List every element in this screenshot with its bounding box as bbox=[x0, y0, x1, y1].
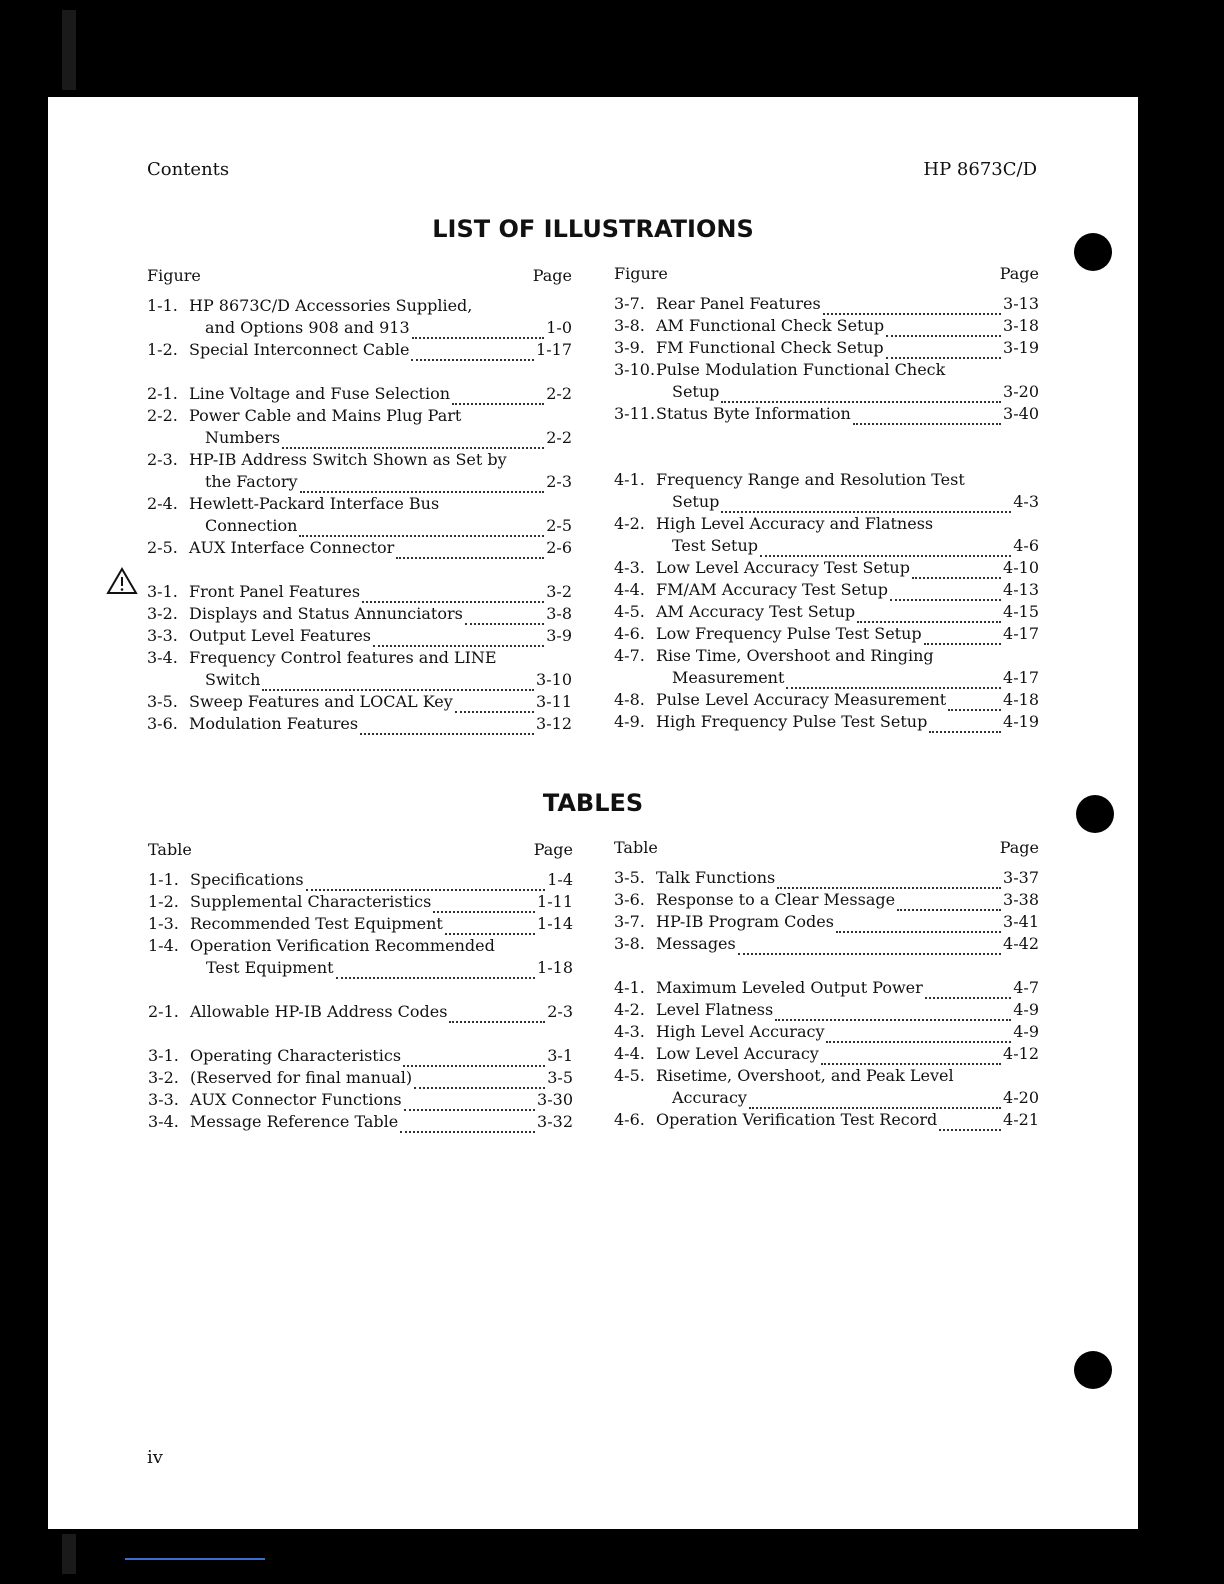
toc-entry-page: 4-18 bbox=[1003, 690, 1039, 709]
toc-entry-number: 4-2. bbox=[614, 514, 645, 533]
toc-entry[interactable] bbox=[147, 647, 572, 669]
toc-entry-number: 3-4. bbox=[147, 648, 178, 667]
toc-entry-number: 3-8. bbox=[614, 316, 645, 335]
toc-entry-leader bbox=[836, 916, 1001, 933]
toc-entry-title: Special Interconnect Cable bbox=[189, 340, 410, 359]
illustrations-title: LIST OF ILLUSTRATIONS bbox=[432, 215, 754, 243]
scan-edge-mark-top bbox=[62, 10, 76, 90]
toc-entry-leader bbox=[452, 388, 544, 405]
toc-entry-title: Operation Verification Recommended bbox=[190, 936, 495, 955]
toc-entry-number: 1-1. bbox=[147, 296, 178, 315]
toc-entry-page: 1-17 bbox=[536, 340, 572, 359]
toc-entry-leader bbox=[411, 344, 534, 361]
binder-hole-middle bbox=[1076, 795, 1114, 833]
toc-entry-leader bbox=[857, 606, 1001, 623]
toc-entry-leader bbox=[760, 540, 1011, 557]
toc-entry-leader bbox=[445, 918, 535, 935]
toc-entry[interactable] bbox=[148, 957, 573, 979]
column-header-page: Page bbox=[532, 266, 572, 285]
header-model-label: HP 8673C/D bbox=[923, 159, 1037, 180]
toc-entry-title: Message Reference Table bbox=[190, 1112, 399, 1131]
column-header-item: Figure bbox=[147, 266, 201, 285]
toc-entry[interactable] bbox=[148, 891, 573, 913]
toc-entry-page: 3-9 bbox=[546, 626, 572, 645]
toc-entry-number: 3-8. bbox=[614, 934, 645, 953]
toc-entry-leader bbox=[404, 1094, 535, 1111]
toc-entry[interactable] bbox=[614, 933, 1039, 955]
toc-entry-title: HP 8673C/D Accessories Supplied, bbox=[189, 296, 473, 315]
toc-entry-title: (Reserved for final manual) bbox=[190, 1068, 413, 1087]
toc-entry-page: 3-12 bbox=[536, 714, 572, 733]
toc-entry-leader bbox=[777, 872, 1001, 889]
toc-entry-leader bbox=[948, 694, 1001, 711]
toc-entry-page: 3-20 bbox=[1003, 382, 1039, 401]
toc-entry-leader bbox=[886, 320, 1001, 337]
toc-entry[interactable] bbox=[614, 977, 1039, 999]
column-header bbox=[614, 837, 1039, 867]
toc-entry-title: Low Level Accuracy Test Setup bbox=[656, 558, 910, 577]
toc-entry-number: 3-6. bbox=[147, 714, 178, 733]
toc-entry-title: Numbers bbox=[205, 428, 281, 447]
toc-entry-title: Specifications bbox=[190, 870, 304, 889]
toc-entry-page: 4-10 bbox=[1003, 558, 1039, 577]
toc-entry-page: 4-13 bbox=[1003, 580, 1039, 599]
toc-entry-title: Frequency Control features and LINE bbox=[189, 648, 497, 667]
toc-entry-page: 3-30 bbox=[537, 1090, 573, 1109]
toc-entry-number: 4-7. bbox=[614, 646, 645, 665]
toc-entry[interactable] bbox=[614, 867, 1039, 889]
toc-entry[interactable] bbox=[614, 491, 1039, 513]
toc-entry-leader bbox=[400, 1116, 535, 1133]
toc-entry-leader bbox=[929, 716, 1001, 733]
toc-entry-title: Level Flatness bbox=[656, 1000, 774, 1019]
toc-entry[interactable] bbox=[147, 339, 572, 361]
toc-entry-title: AM Accuracy Test Setup bbox=[656, 602, 856, 621]
toc-entry-title: Setup bbox=[672, 492, 720, 511]
toc-entry[interactable] bbox=[148, 1045, 573, 1067]
toc-entry-leader bbox=[821, 1048, 1001, 1065]
toc-entry-number: 2-1. bbox=[147, 384, 178, 403]
toc-entry-title: Power Cable and Mains Plug Part bbox=[189, 406, 462, 425]
toc-entry[interactable] bbox=[614, 1109, 1039, 1131]
toc-entry-title: Response to a Clear Message bbox=[656, 890, 896, 909]
toc-entry-title: AUX Interface Connector bbox=[189, 538, 395, 557]
toc-entry[interactable] bbox=[614, 1021, 1039, 1043]
toc-entry-leader bbox=[455, 696, 534, 713]
toc-entry-title: Messages bbox=[656, 934, 736, 953]
toc-entry-leader bbox=[449, 1006, 545, 1023]
toc-entry-leader bbox=[412, 322, 545, 339]
toc-entry-title: Measurement bbox=[672, 668, 785, 687]
toc-entry-leader bbox=[749, 1092, 1001, 1109]
toc-entry-number: 4-1. bbox=[614, 470, 645, 489]
toc-entry[interactable] bbox=[614, 689, 1039, 711]
toc-entry-number: 4-4. bbox=[614, 1044, 645, 1063]
toc-entry-title: Low Level Accuracy bbox=[656, 1044, 819, 1063]
toc-entry[interactable] bbox=[147, 625, 572, 647]
toc-entry-number: 4-4. bbox=[614, 580, 645, 599]
toc-entry-number: 3-5. bbox=[614, 868, 645, 887]
toc-entry[interactable] bbox=[614, 315, 1039, 337]
toc-entry[interactable] bbox=[148, 1111, 573, 1133]
toc-entry[interactable] bbox=[148, 1067, 573, 1089]
toc-entry[interactable] bbox=[614, 999, 1039, 1021]
toc-entry-page: 4-9 bbox=[1013, 1022, 1039, 1041]
toc-entry-leader bbox=[823, 298, 1001, 315]
toc-entry-title: Pulse Level Accuracy Measurement bbox=[656, 690, 947, 709]
toc-entry[interactable] bbox=[147, 515, 572, 537]
toc-entry-leader bbox=[306, 874, 546, 891]
toc-entry-number: 4-3. bbox=[614, 1022, 645, 1041]
toc-entry[interactable] bbox=[147, 713, 572, 735]
toc-entry-leader bbox=[373, 630, 544, 647]
toc-entry-number: 4-5. bbox=[614, 602, 645, 621]
toc-entry-page: 3-38 bbox=[1003, 890, 1039, 909]
toc-entry-leader bbox=[925, 982, 1011, 999]
toc-entry-title: Hewlett-Packard Interface Bus bbox=[189, 494, 440, 513]
toc-entry-number: 3-10. bbox=[614, 360, 656, 379]
toc-entry-number: 4-1. bbox=[614, 978, 645, 997]
toc-entry-leader bbox=[433, 896, 535, 913]
scan-blue-line bbox=[125, 1558, 265, 1560]
toc-entry[interactable] bbox=[614, 911, 1039, 933]
toc-entry-number: 3-2. bbox=[147, 604, 178, 623]
toc-entry-number: 1-3. bbox=[148, 914, 179, 933]
toc-entry-page: 3-40 bbox=[1003, 404, 1039, 423]
toc-entry-title: Supplemental Characteristics bbox=[190, 892, 432, 911]
toc-entry[interactable] bbox=[147, 471, 572, 493]
toc-entry-leader bbox=[786, 672, 1001, 689]
toc-entry[interactable] bbox=[614, 1065, 1039, 1087]
toc-entry-title: Connection bbox=[205, 516, 298, 535]
column-header-page: Page bbox=[999, 264, 1039, 283]
row-gap bbox=[614, 425, 1039, 447]
toc-entry-number: 1-1. bbox=[148, 870, 179, 889]
toc-entry-page: 4-9 bbox=[1013, 1000, 1039, 1019]
toc-entry-number: 3-3. bbox=[148, 1090, 179, 1109]
toc-entry-title: Line Voltage and Fuse Selection bbox=[189, 384, 451, 403]
toc-entry-title: Front Panel Features bbox=[189, 582, 361, 601]
toc-entry[interactable] bbox=[147, 669, 572, 691]
scan-edge-mark-bottom bbox=[62, 1534, 76, 1574]
toc-entry[interactable] bbox=[148, 913, 573, 935]
toc-entry[interactable] bbox=[147, 581, 572, 603]
toc-entry-page: 2-5 bbox=[546, 516, 572, 535]
column-header bbox=[148, 839, 573, 869]
toc-entry-page: 3-2 bbox=[546, 582, 572, 601]
toc-entry-leader bbox=[890, 584, 1001, 601]
column-header-item: Table bbox=[148, 840, 192, 859]
toc-entry-page: 3-11 bbox=[536, 692, 572, 711]
toc-entry[interactable] bbox=[148, 1001, 573, 1023]
toc-entry-number: 1-2. bbox=[148, 892, 179, 911]
toc-entry-page: 1-4 bbox=[547, 870, 573, 889]
toc-entry-number: 3-5. bbox=[147, 692, 178, 711]
toc-entry-number: 4-5. bbox=[614, 1066, 645, 1085]
toc-entry-title: Rise Time, Overshoot and Ringing bbox=[656, 646, 934, 665]
toc-entry-number: 4-6. bbox=[614, 1110, 645, 1129]
toc-entry-title: Recommended Test Equipment bbox=[190, 914, 443, 933]
toc-entry-leader bbox=[775, 1004, 1011, 1021]
illustrations-right-column bbox=[614, 263, 1039, 733]
toc-entry-leader bbox=[414, 1072, 545, 1089]
row-gap bbox=[614, 955, 1039, 977]
toc-entry[interactable] bbox=[614, 403, 1039, 425]
toc-entry-page: 4-19 bbox=[1003, 712, 1039, 731]
toc-entry-page: 3-10 bbox=[536, 670, 572, 689]
document-page bbox=[48, 97, 1138, 1529]
toc-entry-number: 4-9. bbox=[614, 712, 645, 731]
toc-entry-page: 3-19 bbox=[1003, 338, 1039, 357]
toc-entry[interactable] bbox=[614, 601, 1039, 623]
toc-entry-page: 3-37 bbox=[1003, 868, 1039, 887]
toc-entry-title: Switch bbox=[205, 670, 261, 689]
toc-entry[interactable] bbox=[148, 935, 573, 957]
toc-entry-page: 4-12 bbox=[1003, 1044, 1039, 1063]
toc-entry-number: 3-6. bbox=[614, 890, 645, 909]
toc-entry[interactable] bbox=[614, 1087, 1039, 1109]
toc-entry-title: Rear Panel Features bbox=[656, 294, 821, 313]
toc-entry[interactable] bbox=[147, 537, 572, 559]
toc-entry-title: Low Frequency Pulse Test Setup bbox=[656, 624, 922, 643]
toc-entry-number: 2-2. bbox=[147, 406, 178, 425]
toc-entry-number: 3-2. bbox=[148, 1068, 179, 1087]
toc-entry[interactable] bbox=[614, 579, 1039, 601]
toc-entry-leader bbox=[897, 894, 1001, 911]
toc-entry-title: High Level Accuracy and Flatness bbox=[656, 514, 934, 533]
toc-entry-title: Displays and Status Annunciators bbox=[189, 604, 463, 623]
toc-entry-title: and Options 908 and 913 bbox=[205, 318, 410, 337]
toc-entry-page: 3-32 bbox=[537, 1112, 573, 1131]
toc-entry-title: Setup bbox=[672, 382, 720, 401]
column-header bbox=[147, 265, 572, 295]
toc-entry[interactable] bbox=[614, 293, 1039, 315]
toc-entry-page: 3-5 bbox=[547, 1068, 573, 1087]
toc-entry-title: HP-IB Program Codes bbox=[656, 912, 834, 931]
toc-entry-leader bbox=[336, 962, 535, 979]
toc-entry-title: Status Byte Information bbox=[656, 404, 851, 423]
row-gap bbox=[147, 559, 572, 581]
toc-entry-title: AUX Connector Functions bbox=[190, 1090, 402, 1109]
toc-entry[interactable] bbox=[148, 869, 573, 891]
toc-entry-number: 3-9. bbox=[614, 338, 645, 357]
column-header-page: Page bbox=[533, 840, 573, 859]
toc-entry-leader bbox=[262, 674, 534, 691]
page-number: iv bbox=[147, 1447, 163, 1468]
toc-entry-page: 3-8 bbox=[546, 604, 572, 623]
toc-entry-leader bbox=[738, 938, 1001, 955]
toc-entry-number: 1-4. bbox=[148, 936, 179, 955]
toc-entry-title: AM Functional Check Setup bbox=[656, 316, 885, 335]
toc-entry[interactable] bbox=[614, 535, 1039, 557]
toc-entry-number: 4-2. bbox=[614, 1000, 645, 1019]
toc-entry-page: 2-2 bbox=[546, 384, 572, 403]
toc-entry-title: Operating Characteristics bbox=[190, 1046, 402, 1065]
toc-entry-page: 4-42 bbox=[1003, 934, 1039, 953]
toc-entry-number: 2-5. bbox=[147, 538, 178, 557]
toc-entry-number: 4-8. bbox=[614, 690, 645, 709]
toc-entry-page: 1-18 bbox=[537, 958, 573, 977]
toc-entry-title: Sweep Features and LOCAL Key bbox=[189, 692, 453, 711]
row-gap bbox=[147, 361, 572, 383]
toc-entry[interactable] bbox=[147, 317, 572, 339]
toc-entry-title: Pulse Modulation Functional Check bbox=[656, 360, 946, 379]
toc-entry-leader bbox=[912, 562, 1001, 579]
row-gap bbox=[148, 1023, 573, 1045]
toc-entry-leader bbox=[924, 628, 1001, 645]
toc-entry-number: 2-1. bbox=[148, 1002, 179, 1021]
toc-entry-title: Operation Verification Test Record bbox=[656, 1110, 938, 1129]
toc-entry-title: Risetime, Overshoot, and Peak Level bbox=[656, 1066, 954, 1085]
toc-entry[interactable] bbox=[614, 513, 1039, 535]
toc-entry-leader bbox=[826, 1026, 1011, 1043]
toc-entry-page: 4-17 bbox=[1003, 668, 1039, 687]
column-header-item: Figure bbox=[614, 264, 668, 283]
column-header-page: Page bbox=[999, 838, 1039, 857]
toc-entry-page: 4-20 bbox=[1003, 1088, 1039, 1107]
toc-entry-number: 3-1. bbox=[147, 582, 178, 601]
toc-entry-leader bbox=[282, 432, 544, 449]
toc-entry-title: Frequency Range and Resolution Test bbox=[656, 470, 965, 489]
toc-entry-title: High Level Accuracy bbox=[656, 1022, 825, 1041]
toc-entry[interactable] bbox=[614, 711, 1039, 733]
toc-entry[interactable] bbox=[614, 623, 1039, 645]
toc-entry-title: Allowable HP-IB Address Codes bbox=[190, 1002, 448, 1021]
toc-entry-page: 4-17 bbox=[1003, 624, 1039, 643]
toc-entry-page: 4-3 bbox=[1013, 492, 1039, 511]
toc-entry-number: 3-4. bbox=[148, 1112, 179, 1131]
toc-entry-leader bbox=[721, 496, 1011, 513]
toc-entry-title: Maximum Leveled Output Power bbox=[656, 978, 923, 997]
toc-entry-page: 3-1 bbox=[547, 1046, 573, 1065]
toc-entry-leader bbox=[360, 718, 534, 735]
toc-entry[interactable] bbox=[147, 691, 572, 713]
toc-entry-number: 1-2. bbox=[147, 340, 178, 359]
toc-entry[interactable] bbox=[614, 889, 1039, 911]
toc-entry-page: 1-0 bbox=[546, 318, 572, 337]
toc-entry-number: 2-3. bbox=[147, 450, 178, 469]
toc-entry[interactable] bbox=[614, 337, 1039, 359]
tables-left-column bbox=[148, 839, 573, 1133]
toc-entry-leader bbox=[299, 520, 544, 537]
toc-entry-title: Modulation Features bbox=[189, 714, 359, 733]
toc-entry-leader bbox=[939, 1114, 1001, 1131]
warning-triangle-icon bbox=[106, 567, 138, 595]
toc-entry-leader bbox=[300, 476, 545, 493]
toc-entry-title: FM/AM Accuracy Test Setup bbox=[656, 580, 888, 599]
toc-entry-leader bbox=[721, 386, 1001, 403]
toc-entry-title: High Frequency Pulse Test Setup bbox=[656, 712, 928, 731]
toc-entry-title: Test Setup bbox=[672, 536, 759, 555]
toc-entry-page: 2-3 bbox=[546, 472, 572, 491]
toc-entry[interactable] bbox=[614, 645, 1039, 667]
row-gap bbox=[148, 979, 573, 1001]
toc-entry-page: 1-14 bbox=[537, 914, 573, 933]
toc-entry-leader bbox=[403, 1050, 545, 1067]
toc-entry-title: Accuracy bbox=[672, 1088, 747, 1107]
column-header-item: Table bbox=[614, 838, 658, 857]
toc-entry-page: 3-13 bbox=[1003, 294, 1039, 313]
toc-entry-number: 3-7. bbox=[614, 294, 645, 313]
toc-entry[interactable] bbox=[614, 469, 1039, 491]
toc-entry[interactable] bbox=[147, 295, 572, 317]
toc-entry-page: 4-7 bbox=[1013, 978, 1039, 997]
toc-entry-title: HP-IB Address Switch Shown as Set by bbox=[189, 450, 507, 469]
toc-entry-page: 4-6 bbox=[1013, 536, 1039, 555]
binder-hole-bottom bbox=[1074, 1351, 1112, 1389]
toc-entry-leader bbox=[396, 542, 544, 559]
toc-entry[interactable] bbox=[614, 381, 1039, 403]
toc-entry[interactable] bbox=[147, 603, 572, 625]
toc-entry-title: the Factory bbox=[205, 472, 298, 491]
tables-title: TABLES bbox=[542, 789, 644, 817]
toc-entry[interactable] bbox=[614, 667, 1039, 689]
tables-right-column bbox=[614, 837, 1039, 1131]
toc-entry-page: 2-6 bbox=[546, 538, 572, 557]
toc-entry-number: 4-6. bbox=[614, 624, 645, 643]
toc-entry-page: 1-11 bbox=[537, 892, 573, 911]
toc-entry[interactable] bbox=[147, 427, 572, 449]
column-header bbox=[614, 263, 1039, 293]
row-gap bbox=[614, 447, 1039, 469]
toc-entry-page: 3-41 bbox=[1003, 912, 1039, 931]
toc-entry-page: 4-15 bbox=[1003, 602, 1039, 621]
toc-entry-page: 2-2 bbox=[546, 428, 572, 447]
toc-entry-number: 3-11. bbox=[614, 404, 656, 423]
toc-entry[interactable] bbox=[614, 1043, 1039, 1065]
header-section-label: Contents bbox=[147, 159, 230, 180]
toc-entry-title: Test Equipment bbox=[206, 958, 334, 977]
toc-entry-leader bbox=[362, 586, 544, 603]
toc-entry[interactable] bbox=[614, 557, 1039, 579]
toc-entry-number: 2-4. bbox=[147, 494, 178, 513]
toc-entry-leader bbox=[853, 408, 1001, 425]
toc-entry[interactable] bbox=[147, 405, 572, 427]
toc-entry-number: 4-3. bbox=[614, 558, 645, 577]
binder-hole-top bbox=[1074, 233, 1112, 271]
toc-entry-number: 3-3. bbox=[147, 626, 178, 645]
toc-entry-leader bbox=[886, 342, 1001, 359]
toc-entry-title: Output Level Features bbox=[189, 626, 372, 645]
toc-entry[interactable] bbox=[147, 383, 572, 405]
toc-entry-leader bbox=[465, 608, 544, 625]
toc-entry[interactable] bbox=[148, 1089, 573, 1111]
toc-entry-title: FM Functional Check Setup bbox=[656, 338, 884, 357]
toc-entry-page: 2-3 bbox=[547, 1002, 573, 1021]
toc-entry-page: 4-21 bbox=[1003, 1110, 1039, 1129]
toc-entry[interactable] bbox=[147, 493, 572, 515]
toc-entry-page: 3-18 bbox=[1003, 316, 1039, 335]
toc-entry[interactable] bbox=[614, 359, 1039, 381]
toc-entry-number: 3-1. bbox=[148, 1046, 179, 1065]
toc-entry-title: Talk Functions bbox=[656, 868, 776, 887]
toc-entry-number: 3-7. bbox=[614, 912, 645, 931]
toc-entry[interactable] bbox=[147, 449, 572, 471]
illustrations-left-column bbox=[147, 265, 572, 735]
